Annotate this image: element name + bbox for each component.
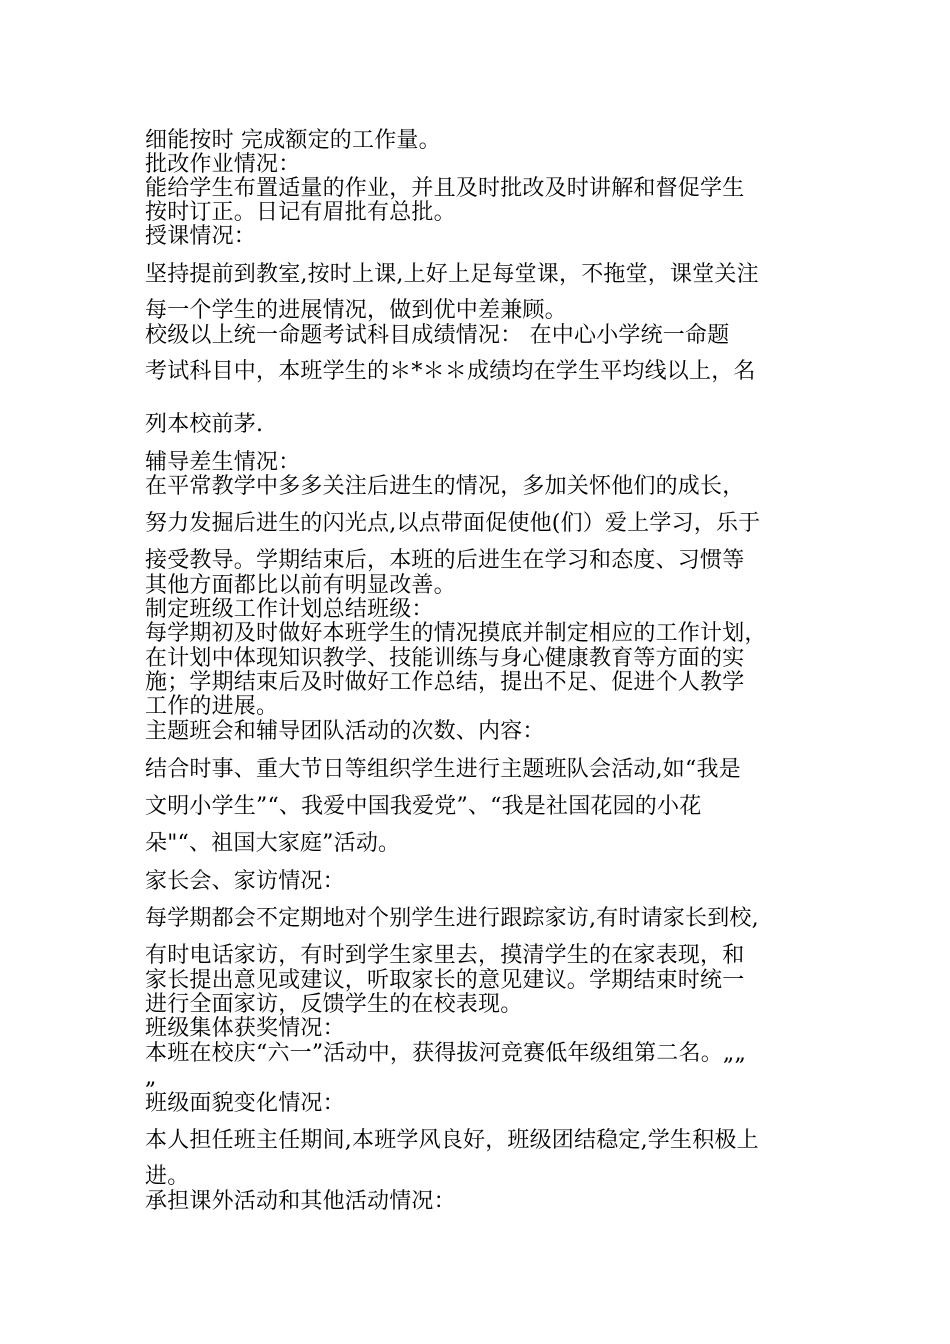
section-heading: 制定班级工作计划总结班级：: [145, 597, 434, 622]
section-heading: 家长会、家访情况：: [145, 869, 345, 894]
section-heading: 班级面貌变化情况：: [145, 1091, 345, 1116]
section-heading: 批改作业情况：: [145, 152, 301, 177]
text-line: 按时订正。日记有眉批有总批。: [145, 200, 456, 225]
text-line: 文明小学生”“、我爱中国我爱党”、“我是社国花园的小花: [145, 794, 702, 819]
text-line: 考试科目中，本班学生的＊*＊＊成绩均在学生平均线以上，名: [145, 359, 756, 384]
text-line: 在平常教学中多多关注后进生的情况，多加关怀他们的成长，: [145, 474, 745, 499]
text-line: 施；学期结束后及时做好工作总结，提出不足、促进个人教学: [145, 670, 745, 695]
text-line: 接受教导。学期结束后，本班的后进生在学习和态度、习惯等: [145, 548, 745, 573]
text-line: 列本校前茅.: [145, 412, 264, 437]
text-line: 家长提出意见或建议，听取家长的意见建议。学期结束时统一: [145, 968, 745, 993]
text-line: 每学期都会不定期地对个别学生进行跟踪家访,有时请家长到校,: [145, 906, 759, 931]
text-line: „: [145, 1065, 157, 1090]
text-line: 进。: [145, 1164, 190, 1189]
text-line: 结合时事、重大节日等组织学生进行主题班队会活动,如“我是: [145, 757, 741, 782]
section-heading: 承担课外活动和其他活动情况：: [145, 1189, 456, 1214]
section-heading: 主题班会和辅导团队活动的次数、内容：: [145, 719, 545, 744]
section-heading: 授课情况：: [145, 224, 257, 249]
section-heading: 校级以上统一命题考试科目成绩情况： 在中心小学统一命题: [145, 323, 730, 348]
text-line: 其他方面都比以前有明显改善。: [145, 573, 456, 598]
text-line: 工作的进展。: [145, 694, 279, 719]
section-heading: 班级集体获奖情况：: [145, 1016, 345, 1041]
text-line: 能给学生布置适量的作业，并且及时批改及时讲解和督促学生: [145, 176, 745, 201]
section-heading: 辅导差生情况：: [145, 450, 301, 475]
text-line: 有时电话家访，有时到学生家里去，摸清学生的在家表现，和: [145, 943, 745, 968]
text-line: 在计划中体现知识教学、技能训练与身心健康教育等方面的实: [145, 646, 745, 671]
text-line: 努力发掘后进生的闪光点,以点带面促使他(们）爱上学习，乐于: [145, 511, 761, 536]
text-line: 本班在校庆“六一”活动中，获得拔河竞赛低年级组第二名。„„: [145, 1041, 747, 1066]
text-line: 本人担任班主任期间,本班学风良好，班级团结稳定,学生积极上: [145, 1128, 759, 1153]
text-line: 进行全面家访，反馈学生的在校表现。: [145, 992, 523, 1017]
text-line: 每一个学生的进展情况，做到优中差兼顾。: [145, 298, 567, 323]
text-line: 每学期初及时做好本班学生的情况摸底并制定相应的工作计划，: [145, 621, 767, 646]
text-line: 坚持提前到教室,按时上课,上好上足每堂课，不拖堂，课堂关注: [145, 262, 759, 287]
text-line: 朵"“、祖国大家庭”活动。: [145, 831, 401, 856]
text-line: 细能按时 完成额定的工作量。: [145, 128, 441, 153]
